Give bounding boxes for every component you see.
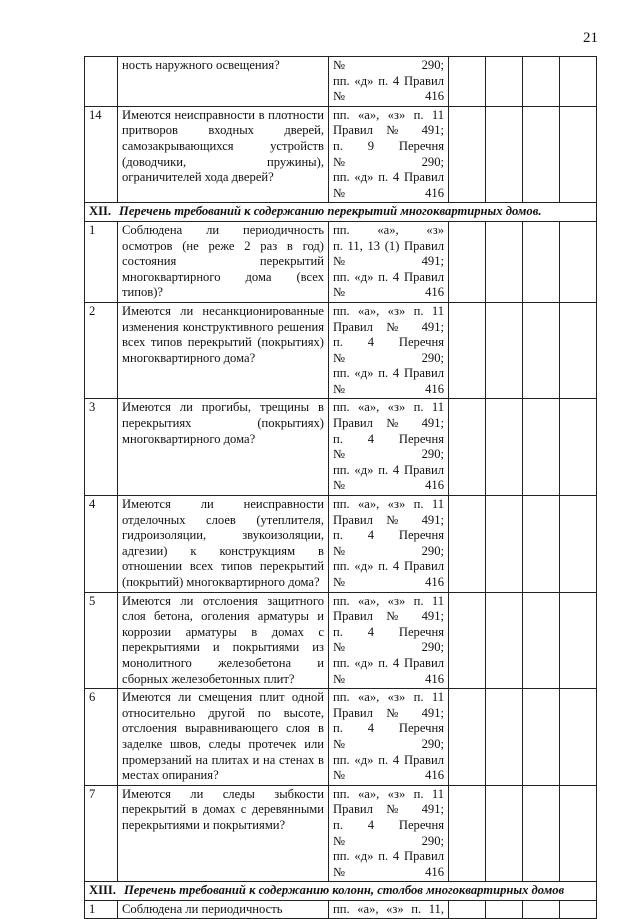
- reference-line: № 416: [333, 89, 444, 104]
- answer-cell: [486, 592, 523, 689]
- answer-cell: [560, 399, 597, 496]
- answer-cell: [560, 496, 597, 593]
- legal-reference: [329, 689, 449, 786]
- reference-line: пп. «д» п. 4 Правил: [333, 849, 444, 864]
- answer-cell: [523, 900, 560, 919]
- reference-line: № 290;: [333, 350, 444, 365]
- reference-line: № 416: [333, 671, 444, 686]
- answer-cell: [486, 57, 523, 107]
- item-number: 3: [85, 399, 118, 496]
- section-title: Перечень требований к содержанию перекрытий многоквартирных домов.: [119, 204, 542, 219]
- answer-cell: [486, 221, 523, 302]
- table-row: [85, 689, 597, 786]
- reference-line: п. 4 Перечня: [333, 528, 444, 543]
- answer-cell: [486, 496, 523, 593]
- section-number: XII.: [89, 204, 112, 219]
- answer-cell: [449, 106, 486, 203]
- answer-cell: [523, 221, 560, 302]
- question-text: ность наружного освещения?: [118, 57, 329, 107]
- reference-line: п. 4 Перечня: [333, 335, 444, 350]
- reference-line: пп. «а», «з» п. 11: [333, 400, 444, 415]
- answer-cell: [449, 302, 486, 399]
- table-row: [85, 785, 597, 882]
- question-text: Имеются ли смещения плит одной относительно другой по высоте, отслоения выравнивающего слоя в заделке швов, следы протечек или промерзаний на плитах и на стенах в местах опирания?: [118, 689, 329, 786]
- reference-line: № 416: [333, 381, 444, 396]
- reference-line: пп. «а», «з» п. 11: [333, 107, 444, 122]
- item-number: 1: [85, 900, 118, 919]
- reference-line: № 491;: [333, 254, 444, 269]
- answer-cell: [486, 106, 523, 203]
- reference-line: Правил № 491;: [333, 416, 444, 431]
- answer-cell: [523, 496, 560, 593]
- answer-cell: [486, 302, 523, 399]
- answer-cell: [486, 689, 523, 786]
- reference-line: пп. «д» п. 4 Правил: [333, 462, 444, 477]
- reference-line: п. 9 Перечня: [333, 138, 444, 153]
- reference-line: п. 4 Перечня: [333, 817, 444, 832]
- legal-reference: [329, 592, 449, 689]
- reference-line: пп. «д» п. 4 Правил: [333, 559, 444, 574]
- table-row: [85, 900, 597, 919]
- reference-line: пп. «д» п. 4 Правил: [333, 366, 444, 381]
- reference-line: п. 4 Перечня: [333, 431, 444, 446]
- answer-cell: [560, 302, 597, 399]
- answer-cell: [523, 689, 560, 786]
- answer-cell: [523, 106, 560, 203]
- legal-reference: [329, 785, 449, 882]
- question-text: Имеются ли несанкционированные изменения конструктивного решения всех типов перекрытий (покрытиях) многоквартирного дома?: [118, 302, 329, 399]
- answer-cell: [523, 785, 560, 882]
- reference-line: № 290;: [333, 833, 444, 848]
- legal-reference: [329, 496, 449, 593]
- reference-line: № 416: [333, 478, 444, 493]
- item-number: [85, 57, 118, 107]
- answer-cell: [560, 221, 597, 302]
- legal-reference: [329, 57, 449, 107]
- reference-line: № 290;: [333, 640, 444, 655]
- answer-cell: [560, 57, 597, 107]
- answer-cell: [449, 592, 486, 689]
- question-text: Соблюдена ли периодичность осмотров (не реже 2 раз в год) состояния перекрытий многоквартирного дома (всех типов)?: [118, 221, 329, 302]
- question-text: Имеются неисправности в плотности притворов входных дверей, самозакрывающихся устройств (доводчики, пружины), ограничителей хода дверей?: [118, 106, 329, 203]
- answer-cell: [523, 302, 560, 399]
- table-row: [85, 57, 597, 107]
- section-header-row: [85, 882, 597, 901]
- reference-line: п. 4 Перечня: [333, 624, 444, 639]
- reference-line: Правил № 491;: [333, 705, 444, 720]
- reference-line: пп. «д» п. 4 Правил: [333, 73, 444, 88]
- answer-cell: [486, 785, 523, 882]
- answer-cell: [449, 900, 486, 919]
- reference-line: пп. «д» п. 4 Правил: [333, 170, 444, 185]
- table-row: [85, 106, 597, 203]
- reference-line: п. 11, 13 (1) Правил: [333, 238, 444, 253]
- answer-cell: [560, 106, 597, 203]
- reference-line: № 290;: [333, 154, 444, 169]
- answer-cell: [449, 785, 486, 882]
- reference-line: № 290;: [333, 58, 444, 72]
- reference-line: № 290;: [333, 543, 444, 558]
- reference-line: № 416: [333, 768, 444, 783]
- answer-cell: [560, 689, 597, 786]
- legal-reference: [329, 106, 449, 203]
- table-row: [85, 592, 597, 689]
- legal-reference: [329, 399, 449, 496]
- reference-line: Правил № 491;: [333, 609, 444, 624]
- item-number: 6: [85, 689, 118, 786]
- section-header: [85, 882, 597, 901]
- answer-cell: [486, 399, 523, 496]
- question-text: Имеются ли прогибы, трещины в перекрытиях (покрытиях) многоквартирного дома?: [118, 399, 329, 496]
- checklist-table: [84, 56, 597, 919]
- reference-line: Правил № 491;: [333, 512, 444, 527]
- table-row: [85, 399, 597, 496]
- reference-line: № 416: [333, 185, 444, 200]
- table-row: [85, 302, 597, 399]
- section-header: [85, 203, 597, 222]
- section-header-row: [85, 203, 597, 222]
- legal-reference: [329, 302, 449, 399]
- question-text: Имеются ли неисправности отделочных слоев (утеплителя, гидроизоляции, звукоизоляции, адгезии) к конструкциям в отношении всех типов перекрытий (покрытий) многоквартирного дома?: [118, 496, 329, 593]
- item-number: 14: [85, 106, 118, 203]
- answer-cell: [523, 57, 560, 107]
- page-number: 21: [583, 30, 598, 46]
- reference-line: пп. «д» п. 4 Правил: [333, 655, 444, 670]
- answer-cell: [523, 592, 560, 689]
- reference-line: Правил № 491;: [333, 319, 444, 334]
- item-number: 4: [85, 496, 118, 593]
- legal-reference: [329, 900, 449, 919]
- answer-cell: [560, 785, 597, 882]
- answer-cell: [449, 496, 486, 593]
- reference-line: пп. «а», «з» п. 11: [333, 786, 444, 801]
- reference-line: пп. «а», «з» п. 11: [333, 593, 444, 608]
- table-row: [85, 496, 597, 593]
- answer-cell: [560, 592, 597, 689]
- item-number: 1: [85, 221, 118, 302]
- answer-cell: [486, 900, 523, 919]
- reference-line: № 416: [333, 575, 444, 589]
- answer-cell: [523, 399, 560, 496]
- reference-line: № 290;: [333, 736, 444, 751]
- table-row: [85, 221, 597, 302]
- reference-line: Правил № 491;: [333, 123, 444, 138]
- reference-line: пп. «а», «з» п. 11: [333, 303, 444, 318]
- section-title: Перечень требований к содержанию колонн, столбов многоквартирных домов: [123, 883, 565, 898]
- reference-line: пп. «д» п. 4 Правил: [333, 752, 444, 767]
- question-text: Имеются ли следы зыбкости перекрытий в домах с деревянными перекрытиями и покрытиями?: [118, 785, 329, 882]
- reference-line: пп. «а», «з» п. 11: [333, 497, 444, 512]
- reference-line: № 290;: [333, 447, 444, 462]
- section-number: XIII.: [89, 883, 116, 898]
- reference-line: Правил № 491;: [333, 802, 444, 817]
- item-number: 5: [85, 592, 118, 689]
- legal-reference: [329, 221, 449, 302]
- question-text: Имеются ли отслоения защитного слоя бетона, оголения арматуры и коррозии арматуры в домах с перекрытиями и покрытиями из монолитного железобетона и сборных железобетонных плит?: [118, 592, 329, 689]
- answer-cell: [449, 57, 486, 107]
- answer-cell: [449, 399, 486, 496]
- reference-line: п. 4 Перечня: [333, 721, 444, 736]
- reference-line: пп. «а», «з» п. 11: [333, 690, 444, 705]
- reference-line: № 416: [333, 285, 444, 300]
- reference-line: № 416: [333, 864, 444, 879]
- answer-cell: [560, 900, 597, 919]
- answer-cell: [449, 221, 486, 302]
- question-text: Соблюдена ли периодичность: [118, 900, 329, 919]
- answer-cell: [449, 689, 486, 786]
- item-number: 7: [85, 785, 118, 882]
- reference-line: пп. «д» п. 4 Правил: [333, 269, 444, 284]
- reference-line: пп. «а», «з»: [333, 222, 444, 237]
- item-number: 2: [85, 302, 118, 399]
- reference-line: пп. «а», «з» п. 11,: [333, 901, 444, 916]
